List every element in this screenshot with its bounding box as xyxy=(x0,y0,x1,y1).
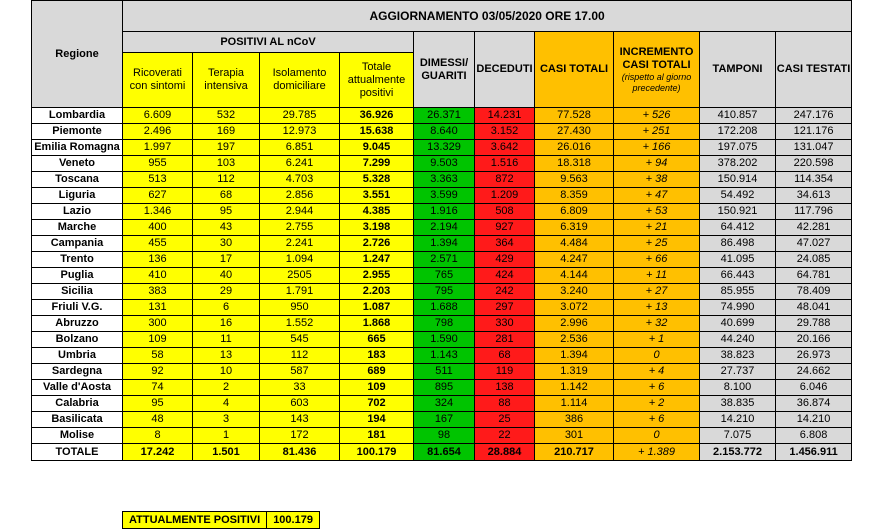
cell-r: Bolzano xyxy=(32,332,123,348)
cell-tot: 15.638 xyxy=(340,124,414,140)
cell-r: Sardegna xyxy=(32,364,123,380)
cell-test: 6.808 xyxy=(776,428,852,444)
cell-dec: 88 xyxy=(475,396,535,412)
cell-casi: 4.484 xyxy=(535,236,614,252)
cell-iso: 2.241 xyxy=(260,236,340,252)
cell-tam: 64.412 xyxy=(700,220,776,236)
cell-casi: 77.528 xyxy=(535,108,614,124)
cell-dec: 1.516 xyxy=(475,156,535,172)
cell-dim: 2.194 xyxy=(414,220,475,236)
cell-dec: 364 xyxy=(475,236,535,252)
cell-ric: 48 xyxy=(123,412,193,428)
cell-casi: 6.809 xyxy=(535,204,614,220)
cell-iso: 603 xyxy=(260,396,340,412)
cell-dim: 798 xyxy=(414,316,475,332)
cell-tot: 183 xyxy=(340,348,414,364)
cell-iso: 545 xyxy=(260,332,340,348)
cell-tot: 9.045 xyxy=(340,140,414,156)
cell-dec: 297 xyxy=(475,300,535,316)
cell-r: Lazio xyxy=(32,204,123,220)
cell-ric: 400 xyxy=(123,220,193,236)
cell-ric: 74 xyxy=(123,380,193,396)
cell-dim: 2.571 xyxy=(414,252,475,268)
cell-dim: 8.640 xyxy=(414,124,475,140)
cell-r: Emilia Romagna xyxy=(32,140,123,156)
cell-ric: 1.346 xyxy=(123,204,193,220)
cell-iso: 1.094 xyxy=(260,252,340,268)
table-row xyxy=(32,220,852,236)
cell-casi: 27.430 xyxy=(535,124,614,140)
cell-r: Umbria xyxy=(32,348,123,364)
cell-casi: 1.142 xyxy=(535,380,614,396)
cell-iso: 1.552 xyxy=(260,316,340,332)
cell-dec: 424 xyxy=(475,268,535,284)
cell-tam: 150.914 xyxy=(700,172,776,188)
cell-ti: 6 xyxy=(193,300,260,316)
cell-ric: 92 xyxy=(123,364,193,380)
header-incremento xyxy=(614,32,700,108)
cell-test: 78.409 xyxy=(776,284,852,300)
cell-dim: 3.363 xyxy=(414,172,475,188)
cell-dim: 324 xyxy=(414,396,475,412)
header-incremento-label: INCREMENTO CASI TOTALI xyxy=(619,45,694,71)
cell-iso: 1.791 xyxy=(260,284,340,300)
cell-inc: + 11 xyxy=(614,268,700,284)
cell-test: 34.613 xyxy=(776,188,852,204)
cell-iso: 6.241 xyxy=(260,156,340,172)
cell-dim: 1.590 xyxy=(414,332,475,348)
cell-inc: + 27 xyxy=(614,284,700,300)
cell-r: Veneto xyxy=(32,156,123,172)
cell-ti: 169 xyxy=(193,124,260,140)
cell-dim: 13.329 xyxy=(414,140,475,156)
cell-tot: 2.726 xyxy=(340,236,414,252)
cell-ric: 58 xyxy=(123,348,193,364)
cell-test: 247.176 xyxy=(776,108,852,124)
cell-ti: 30 xyxy=(193,236,260,252)
cell-tot: 36.926 xyxy=(340,108,414,124)
cell-tam: 74.990 xyxy=(700,300,776,316)
cell-dim: 1.916 xyxy=(414,204,475,220)
cell-iso: 4.703 xyxy=(260,172,340,188)
cell-dec: 119 xyxy=(475,364,535,380)
cell-ric: 136 xyxy=(123,252,193,268)
cell-test: 26.973 xyxy=(776,348,852,364)
header-incremento-note: (rispetto al giorno precedente) xyxy=(621,71,692,93)
covid-region-table xyxy=(31,0,852,461)
cell-ti: 10 xyxy=(193,364,260,380)
cell-dim: 795 xyxy=(414,284,475,300)
cell-dim: 98 xyxy=(414,428,475,444)
cell-ric: 109 xyxy=(123,332,193,348)
cell-tam: 40.699 xyxy=(700,316,776,332)
table-row xyxy=(32,364,852,380)
cell-ti: 11 xyxy=(193,332,260,348)
cell-ric: 6.609 xyxy=(123,108,193,124)
cell-casi: 386 xyxy=(535,412,614,428)
table-row xyxy=(32,108,852,124)
cell-dim: 511 xyxy=(414,364,475,380)
cell-ti: 4 xyxy=(193,396,260,412)
cell-dec: 281 xyxy=(475,332,535,348)
cell-inc: + 25 xyxy=(614,236,700,252)
table-body xyxy=(32,108,852,461)
cell-r: Toscana xyxy=(32,172,123,188)
cell-r: Abruzzo xyxy=(32,316,123,332)
cell-r: Valle d'Aosta xyxy=(32,380,123,396)
cell-ric: 955 xyxy=(123,156,193,172)
cell-tot: 181 xyxy=(340,428,414,444)
cell-ti: 16 xyxy=(193,316,260,332)
cell-dec: 138 xyxy=(475,380,535,396)
cell-ti: 103 xyxy=(193,156,260,172)
table-row xyxy=(32,316,852,332)
cell-inc: + 13 xyxy=(614,300,700,316)
header-dimessi: DIMESSI/ GUARITI xyxy=(414,32,475,108)
cell-tot: 109 xyxy=(340,380,414,396)
cell-tam: 54.492 xyxy=(700,188,776,204)
cell-test: 20.166 xyxy=(776,332,852,348)
cell-inc: + 4 xyxy=(614,364,700,380)
cell-tam: 150.921 xyxy=(700,204,776,220)
cell-tot: 1.087 xyxy=(340,300,414,316)
cell-ti: 43 xyxy=(193,220,260,236)
cell-ric: 17.242 xyxy=(123,444,193,461)
summary-label: ATTUALMENTE POSITIVI xyxy=(123,512,267,529)
header-regione: Regione xyxy=(32,1,123,108)
cell-tam: 8.100 xyxy=(700,380,776,396)
cell-inc: + 94 xyxy=(614,156,700,172)
header-totale-positivi: Totale attualmente positivi xyxy=(340,53,414,108)
cell-r: Puglia xyxy=(32,268,123,284)
cell-tam: 86.498 xyxy=(700,236,776,252)
cell-tam: 410.857 xyxy=(700,108,776,124)
header-terapia: Terapia intensiva xyxy=(193,53,260,108)
cell-dec: 927 xyxy=(475,220,535,236)
cell-r: Trento xyxy=(32,252,123,268)
cell-tam: 66.443 xyxy=(700,268,776,284)
cell-dim: 9.503 xyxy=(414,156,475,172)
cell-ric: 513 xyxy=(123,172,193,188)
cell-tot: 3.198 xyxy=(340,220,414,236)
cell-iso: 2505 xyxy=(260,268,340,284)
cell-r: Lombardia xyxy=(32,108,123,124)
summary-value: 100.179 xyxy=(267,512,320,529)
cell-ric: 95 xyxy=(123,396,193,412)
cell-casi: 26.016 xyxy=(535,140,614,156)
cell-inc: + 6 xyxy=(614,380,700,396)
table-row xyxy=(32,252,852,268)
cell-r: Sicilia xyxy=(32,284,123,300)
cell-tot: 3.551 xyxy=(340,188,414,204)
cell-tot: 702 xyxy=(340,396,414,412)
cell-ti: 40 xyxy=(193,268,260,284)
header-casi-testati: CASI TESTATI xyxy=(776,32,852,108)
table-row xyxy=(32,332,852,348)
cell-test: 131.047 xyxy=(776,140,852,156)
header-tamponi: TAMPONI xyxy=(700,32,776,108)
table-row xyxy=(32,380,852,396)
table-row xyxy=(32,284,852,300)
cell-dec: 25 xyxy=(475,412,535,428)
table-row xyxy=(32,428,852,444)
cell-dim: 1.143 xyxy=(414,348,475,364)
cell-test: 64.781 xyxy=(776,268,852,284)
cell-ti: 95 xyxy=(193,204,260,220)
cell-inc: + 2 xyxy=(614,396,700,412)
cell-casi: 3.072 xyxy=(535,300,614,316)
cell-ric: 455 xyxy=(123,236,193,252)
cell-dim: 1.688 xyxy=(414,300,475,316)
cell-dec: 872 xyxy=(475,172,535,188)
cell-casi: 1.394 xyxy=(535,348,614,364)
cell-inc: + 166 xyxy=(614,140,700,156)
cell-iso: 2.856 xyxy=(260,188,340,204)
header-positivi-group: POSITIVI AL nCoV xyxy=(123,32,414,53)
cell-casi: 8.359 xyxy=(535,188,614,204)
cell-dim: 895 xyxy=(414,380,475,396)
cell-dec: 28.884 xyxy=(475,444,535,461)
cell-dec: 1.209 xyxy=(475,188,535,204)
table-row xyxy=(32,236,852,252)
header-casi-totali: CASI TOTALI xyxy=(535,32,614,108)
cell-iso: 143 xyxy=(260,412,340,428)
table-row xyxy=(32,300,852,316)
cell-ric: 410 xyxy=(123,268,193,284)
cell-casi: 2.536 xyxy=(535,332,614,348)
cell-casi: 1.319 xyxy=(535,364,614,380)
cell-iso: 6.851 xyxy=(260,140,340,156)
cell-ti: 197 xyxy=(193,140,260,156)
cell-tot: 689 xyxy=(340,364,414,380)
cell-tam: 197.075 xyxy=(700,140,776,156)
cell-ric: 1.997 xyxy=(123,140,193,156)
cell-r: Molise xyxy=(32,428,123,444)
cell-casi: 4.144 xyxy=(535,268,614,284)
cell-test: 24.085 xyxy=(776,252,852,268)
cell-ti: 1.501 xyxy=(193,444,260,461)
cell-tot: 4.385 xyxy=(340,204,414,220)
table-title: AGGIORNAMENTO 03/05/2020 ORE 17.00 xyxy=(123,1,852,32)
cell-dec: 429 xyxy=(475,252,535,268)
cell-tot: 665 xyxy=(340,332,414,348)
cell-ti: 3 xyxy=(193,412,260,428)
cell-ric: 627 xyxy=(123,188,193,204)
cell-test: 24.662 xyxy=(776,364,852,380)
cell-dec: 68 xyxy=(475,348,535,364)
cell-inc: + 21 xyxy=(614,220,700,236)
cell-test: 6.046 xyxy=(776,380,852,396)
cell-test: 29.788 xyxy=(776,316,852,332)
cell-test: 14.210 xyxy=(776,412,852,428)
cell-test: 36.874 xyxy=(776,396,852,412)
cell-r: Campania xyxy=(32,236,123,252)
cell-r: Calabria xyxy=(32,396,123,412)
cell-casi: 18.318 xyxy=(535,156,614,172)
cell-test: 117.796 xyxy=(776,204,852,220)
cell-tam: 378.202 xyxy=(700,156,776,172)
cell-test: 220.598 xyxy=(776,156,852,172)
cell-dec: 14.231 xyxy=(475,108,535,124)
cell-tam: 38.835 xyxy=(700,396,776,412)
cell-dim: 81.654 xyxy=(414,444,475,461)
cell-dim: 3.599 xyxy=(414,188,475,204)
cell-test: 47.027 xyxy=(776,236,852,252)
cell-test: 1.456.911 xyxy=(776,444,852,461)
cell-r: Liguria xyxy=(32,188,123,204)
table-row xyxy=(32,188,852,204)
cell-tam: 7.075 xyxy=(700,428,776,444)
cell-test: 114.354 xyxy=(776,172,852,188)
cell-dec: 508 xyxy=(475,204,535,220)
header-ricoverati: Ricoverati con sintomi xyxy=(123,53,193,108)
cell-casi: 9.563 xyxy=(535,172,614,188)
header-deceduti: DECEDUTI xyxy=(475,32,535,108)
cell-tam: 14.210 xyxy=(700,412,776,428)
cell-test: 121.176 xyxy=(776,124,852,140)
cell-tot: 100.179 xyxy=(340,444,414,461)
cell-tot: 194 xyxy=(340,412,414,428)
cell-ti: 13 xyxy=(193,348,260,364)
header-isolamento: Isolamento domiciliare xyxy=(260,53,340,108)
cell-r: Piemonte xyxy=(32,124,123,140)
cell-inc: 0 xyxy=(614,428,700,444)
cell-tam: 27.737 xyxy=(700,364,776,380)
cell-casi: 2.996 xyxy=(535,316,614,332)
cell-ti: 532 xyxy=(193,108,260,124)
cell-inc: + 32 xyxy=(614,316,700,332)
cell-tot: 1.247 xyxy=(340,252,414,268)
cell-iso: 950 xyxy=(260,300,340,316)
cell-ric: 131 xyxy=(123,300,193,316)
cell-tot: 2.955 xyxy=(340,268,414,284)
cell-tam: 41.095 xyxy=(700,252,776,268)
table-row xyxy=(32,204,852,220)
cell-casi: 3.240 xyxy=(535,284,614,300)
cell-r: Basilicata xyxy=(32,412,123,428)
cell-tot: 1.868 xyxy=(340,316,414,332)
cell-iso: 112 xyxy=(260,348,340,364)
table-row xyxy=(32,412,852,428)
cell-ti: 1 xyxy=(193,428,260,444)
cell-inc: + 53 xyxy=(614,204,700,220)
cell-dec: 3.642 xyxy=(475,140,535,156)
cell-inc: 0 xyxy=(614,348,700,364)
cell-ric: 8 xyxy=(123,428,193,444)
cell-ric: 2.496 xyxy=(123,124,193,140)
cell-inc: + 38 xyxy=(614,172,700,188)
cell-tam: 38.823 xyxy=(700,348,776,364)
cell-dec: 242 xyxy=(475,284,535,300)
cell-casi: 210.717 xyxy=(535,444,614,461)
table-row xyxy=(32,348,852,364)
table-row xyxy=(32,172,852,188)
cell-casi: 6.319 xyxy=(535,220,614,236)
cell-tam: 44.240 xyxy=(700,332,776,348)
cell-tot: 5.328 xyxy=(340,172,414,188)
cell-tot: 7.299 xyxy=(340,156,414,172)
cell-casi: 4.247 xyxy=(535,252,614,268)
cell-test: 42.281 xyxy=(776,220,852,236)
cell-iso: 2.755 xyxy=(260,220,340,236)
cell-tam: 2.153.772 xyxy=(700,444,776,461)
cell-r: Marche xyxy=(32,220,123,236)
table-row xyxy=(32,140,852,156)
cell-test: 48.041 xyxy=(776,300,852,316)
table-row xyxy=(32,396,852,412)
cell-r: Friuli V.G. xyxy=(32,300,123,316)
cell-iso: 29.785 xyxy=(260,108,340,124)
cell-dec: 3.152 xyxy=(475,124,535,140)
cell-dec: 22 xyxy=(475,428,535,444)
summary-box xyxy=(122,511,320,529)
cell-inc: + 1.389 xyxy=(614,444,700,461)
cell-ti: 2 xyxy=(193,380,260,396)
cell-tam: 172.208 xyxy=(700,124,776,140)
table-row xyxy=(32,268,852,284)
cell-inc: + 6 xyxy=(614,412,700,428)
cell-iso: 2.944 xyxy=(260,204,340,220)
cell-casi: 301 xyxy=(535,428,614,444)
table-row xyxy=(32,124,852,140)
cell-ti: 68 xyxy=(193,188,260,204)
cell-r: TOTALE xyxy=(32,444,123,461)
cell-inc: + 66 xyxy=(614,252,700,268)
cell-casi: 1.114 xyxy=(535,396,614,412)
table-row xyxy=(32,156,852,172)
cell-iso: 81.436 xyxy=(260,444,340,461)
cell-tam: 85.955 xyxy=(700,284,776,300)
cell-inc: + 526 xyxy=(614,108,700,124)
cell-iso: 172 xyxy=(260,428,340,444)
cell-ti: 112 xyxy=(193,172,260,188)
cell-inc: + 1 xyxy=(614,332,700,348)
cell-inc: + 47 xyxy=(614,188,700,204)
cell-ric: 300 xyxy=(123,316,193,332)
cell-ric: 383 xyxy=(123,284,193,300)
cell-iso: 12.973 xyxy=(260,124,340,140)
cell-tot: 2.203 xyxy=(340,284,414,300)
cell-iso: 33 xyxy=(260,380,340,396)
cell-inc: + 251 xyxy=(614,124,700,140)
cell-dim: 765 xyxy=(414,268,475,284)
table-total-row xyxy=(32,444,852,461)
cell-dim: 1.394 xyxy=(414,236,475,252)
cell-ti: 17 xyxy=(193,252,260,268)
cell-iso: 587 xyxy=(260,364,340,380)
cell-dec: 330 xyxy=(475,316,535,332)
cell-dim: 26.371 xyxy=(414,108,475,124)
cell-ti: 29 xyxy=(193,284,260,300)
cell-dim: 167 xyxy=(414,412,475,428)
